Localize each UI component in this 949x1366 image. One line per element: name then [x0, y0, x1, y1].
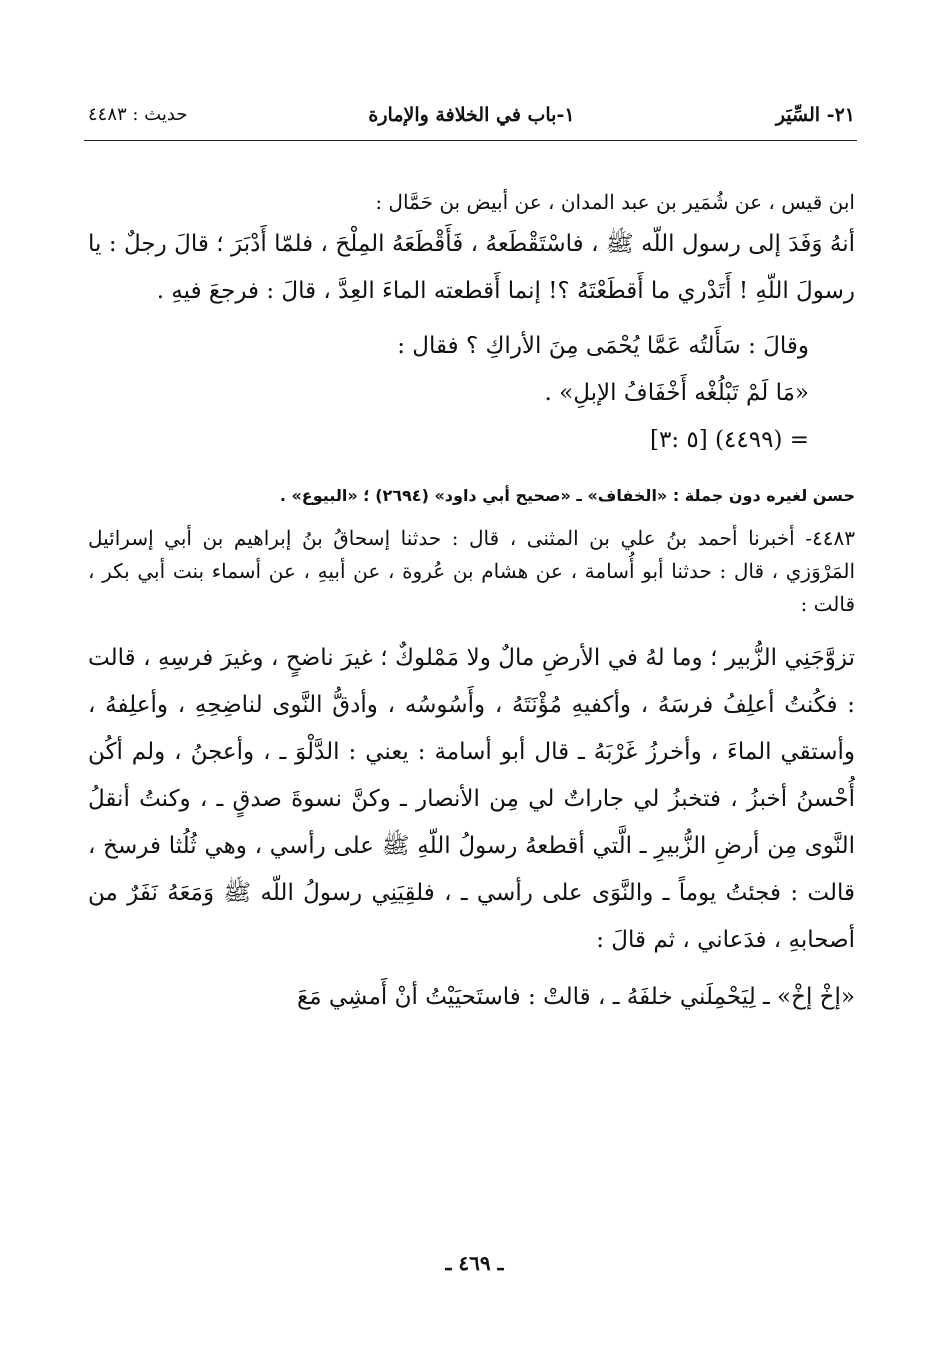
page-number: ـ ٤٦٩ ـ: [445, 1251, 504, 1275]
hadith-reference: حديث : ٤٤٨٣: [88, 104, 188, 125]
running-header: [88, 96, 855, 136]
hadith-text-4483: تزوَّجَنِي الزُّبير ؛ وما لهُ في الأرضِ مالٌ ولا مَمْلوكٌ ؛ غيرَ ناضحٍ ، وغيرَ فرسِهِ ، قالت : فكُنتُ أعلِفُ فرسَهُ ، وأكفيهِ مُؤْنَتَهُ ، وأَسُوسُه ، وأدقُّ النَّوى لناضِحِهِ ، وأعلِفهُ ، وأستقي الماءَ ، وأخرزُ غَرْبَهُ ـ قال أبو أسامة : يعني : الدَّلْوَ ـ ، وأعجنُ ، ولم أكُن أُحْسنُ أخبزُ ، فتخبزُ لي جاراتٌ لي مِن الأنصار ـ وكنَّ نسوةَ صدقٍ ـ ، وكنتُ أنقلُ النَّوى مِن أرضِ الزُّبيرِ ـ الَّتي أقطعهُ رسولُ اللّهِ ﷺ على رأسي ، وهي ثُلُثا فرسخ ، قالت : فجئتُ يوماً ـ والنَّوَى على رأسي ـ ، فلقِيَنِي رسولُ اللّه ﷺ وَمَعَهُ نَفَرٌ من أصحابهِ ، فدَعاني ، ثم قالَ :: [88, 645, 855, 953]
hadith-text: أنهُ وَفَدَ إلى رسول اللّه ﷺ ، فاسْتَقْطَعهُ ، فَأَقْطَعَهُ المِلْحَ ، فلمّا أَدْبَرَ ؛ قالَ رجلٌ : يا رسولَ اللّهِ ! أَتَدْري ما أَقطَعْتَهُ ؟! إنما أَقطعته الماءَ العِدَّ ، قالَ : فرجعَ فيهِ .: [88, 231, 855, 304]
answer-line: «مَا لَمْ تَبْلُغْه أَخْفَافُ الإبلِ» .: [544, 380, 809, 406]
page-body: [88, 186, 855, 1021]
chapter-title: ١-باب في الخلافة والإمارة: [368, 104, 575, 126]
hadith-text-continued: «إخْ إخْ» ـ لِيَحْمِلَني خلفَهُ ـ ، قالتْ : فاستَحيَيْتُ أنْ أَمشِي مَعَ: [297, 984, 855, 1010]
chain-of-narration: ابن قيس ، عن شُمَير بن عبد المدان ، عن أبيض بن حَمَّال :: [375, 190, 855, 214]
chain-of-narration-4483: ٤٤٨٣- أخبرنا أحمد بنُ علي بن المثنى ، قال : حدثنا إسحاقُ بنُ إبراهيم بن أبي إسرائيل المَرْوَزي ، قال : حدثنا أبو أُسامة ، عن هشام بن عُروة ، عن أبيهِ ، عن أسماء بنت أبي بكر ، قالت :: [88, 526, 855, 616]
book-title: ٢١- السِّيَر: [775, 104, 855, 126]
cross-reference: = (٤٤٩٩) [٥ :٣]: [649, 427, 809, 453]
hadith-grading: حسن لغيره دون جملة : «الخفاف» ـ «صحيح أبي داود» (٢٦٩٤) ؛ «البيوع» .: [279, 486, 855, 505]
question-line: وقالَ : سَأَلتُه عَمَّا يُحْمَى مِنَ الأراكِ ؟ فقال :: [397, 333, 809, 359]
header-divider: [84, 140, 857, 141]
